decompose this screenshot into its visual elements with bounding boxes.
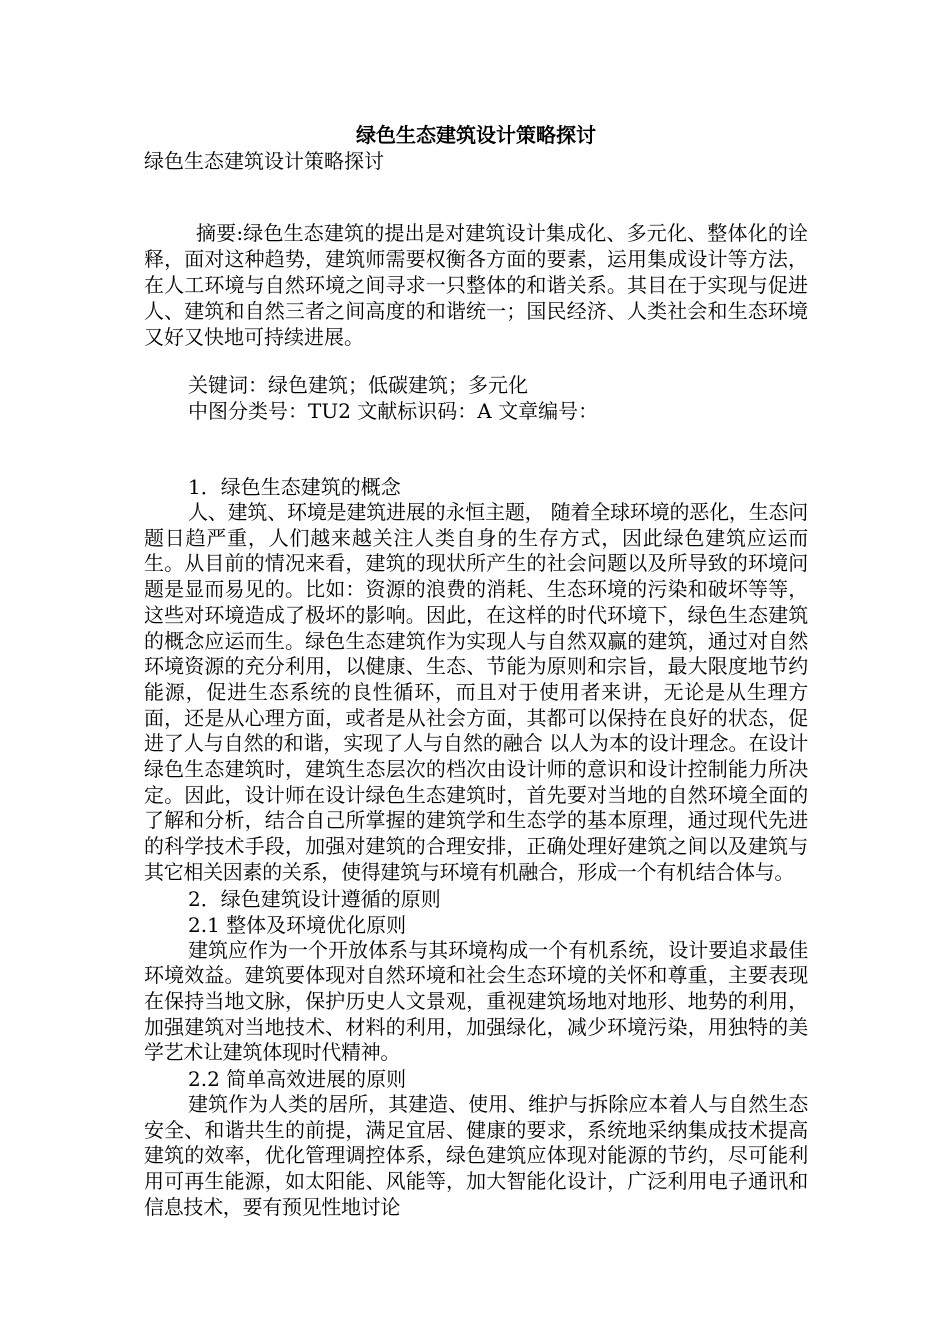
abstract-paragraph: 摘要:绿色生态建筑的提出是对建筑设计集成化、多元化、整体化的诠释，面对这种趋势，建筑师需要权衡各方面的要素，运用集成设计等方法，在人工环境与自然环境之间寻求一只整体的和谐关系。其目在于实现与促进人、建筑和自然三者之间高度的和谐统一；国民经济、人类社会和生态环境又好又快地可持续进展。 (144, 221, 808, 349)
section-2-2-body: 建筑作为人类的居所，其建造、使用、维护与拆除应本着人与自然生态安全、和谐共生的前提，满足宜居、健康的要求，系统地采纳集成技术提高建筑的效率，优化管理调控体系，绿色建筑应体现对能源的节约，尽可能利用可再生能源，如太阳能、风能等，加大智能化设计，广泛利用电子通讯和信息技术，要有预见性地讨论 (144, 1092, 808, 1219)
document-subtitle: 绿色生态建筑设计策略探讨 (144, 149, 384, 173)
document-title: 绿色生态建筑设计策略探讨 (356, 123, 596, 147)
section-2-heading: 2．绿色建筑设计遵循的原则 (188, 886, 441, 911)
section-1-heading: 1．绿色生态建筑的概念 (188, 475, 401, 499)
keywords-line: 关键词：绿色建筑；低碳建筑；多元化 (188, 373, 528, 397)
document-page (144, 122, 808, 1221)
section-2-2-heading: 2.2 简单高效进展的原则 (188, 1067, 407, 1092)
section-2-1-heading: 2.1 整体及环境优化原则 (188, 912, 407, 937)
section-1-body: 人、建筑、环境是建筑进展的永恒主题， 随着全球环境的恶化，生态问题日趋严重，人们越来越关注人类自身的生存方式，因此绿色建筑应运而生。从目前的情况来看，建筑的现状所产生的社会问题以及所导致的环境问题是显而易见的。比如：资源的浪费的消耗、生态环境的污染和破坏等等，这些对环境造成了极坏的影响。因此，在这样的时代环境下，绿色生态建筑的概念应运而生。绿色生态建筑作为实现人与自然双赢的建筑，通过对自然环境资源的充分利用，以健康、生态、节能为原则和宗旨，最大限度地节约能源，促进生态系统的良性循环，而且对于使用者来讲，无论是从生理方面，还是从心理方面，或者是从社会方面，其都可以保持在良好的状态，促进了人与自然的和谐，实现了人与自然的融合 以人为本的设计理念。在设计绿色生态建筑时，建筑生态层次的档次由设计师的意识和设计控制能力所决定。因此，设计师在设计绿色生态建筑时，首先要对当地的自然环境全面的了解和分析，结合自己所掌握的建筑学和生态学的基本原理，通过现代先进的科学技术手段，加强对建筑的合理安排，正确处理好建筑之间以及建筑与其它相关因素的关系，使得建筑与环境有机融合，形成一个有机结合体与。 (144, 500, 808, 884)
classification-line: 中图分类号：TU2 文献标识码：A 文章编号： (188, 399, 599, 423)
section-2-1-body: 建筑应作为一个开放体系与其环境构成一个有机系统，设计要追求最佳环境效益。建筑要体现对自然环境和社会生态环境的关怀和尊重，主要表现在保持当地文脉，保护历史人文景观，重视建筑场地对地形、地势的利用，加强建筑对当地技术、材料的利用，加强绿化，减少环境污染，用独特的美学艺术让建筑体现时代精神。 (144, 937, 808, 1065)
